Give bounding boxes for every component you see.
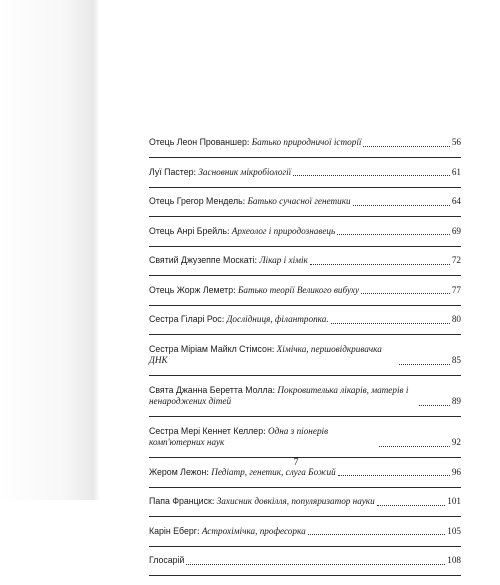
toc-author: Святий Джузеппе Москаті	[149, 255, 255, 265]
toc-author: Жером Лежон	[149, 466, 207, 477]
toc-divider	[149, 187, 461, 188]
toc-entry-lejeune[interactable]	[149, 467, 461, 479]
toc-description: Батько природничої історії	[251, 137, 362, 147]
toc-page-number: 56	[451, 137, 461, 147]
page-number: 7	[293, 457, 299, 468]
toc-leader-dots	[361, 293, 450, 294]
toc-leader-dots	[419, 405, 450, 406]
toc-divider	[149, 246, 461, 247]
toc-description: Захисник довкілля, популяризатор науки	[216, 496, 375, 506]
toc-description: Дослідниця, філантропка.	[226, 314, 329, 324]
toc-leader-dots	[377, 505, 446, 506]
toc-author: Отець Леон Прованшер	[149, 137, 247, 147]
toc-entry-text: Луї Пастер: Засновник мікробіології	[149, 166, 292, 177]
left-page-margin	[0, 0, 92, 500]
toc-description: Хімічка, першовідкривачка ДНК	[149, 343, 382, 365]
toc-divider	[149, 375, 461, 376]
toc-entry-ross[interactable]	[149, 314, 461, 326]
toc-entry-text: Карін Еберг: Астрохімічка, професорка	[149, 525, 306, 536]
toc-author: Карін Еберг	[149, 525, 197, 536]
toc-divider	[149, 516, 461, 517]
toc-description: Астрохімічка, професорка	[201, 525, 306, 536]
toc-page-number: 64	[451, 196, 461, 206]
toc-author: Сестра Гіларі Рос	[149, 314, 222, 324]
toc-entry-glossary[interactable]	[149, 555, 461, 567]
toc-author: Глосарій	[149, 555, 185, 565]
toc-entry-lemaitre[interactable]	[149, 285, 461, 297]
toc-leader-dots	[331, 323, 450, 324]
toc-entry-text: Жером Лежон: Педіатр, генетик, слуга Божий	[149, 466, 336, 477]
toc-page-number: 85	[451, 355, 461, 365]
toc-entry-pasteur[interactable]	[149, 167, 461, 179]
toc-description: Лікар і хімік	[259, 255, 308, 265]
toc-divider	[149, 334, 461, 335]
toc-description: Археолог і природознавець	[231, 225, 336, 236]
toc-page-number: 108	[447, 555, 461, 565]
toc-page-number: 69	[451, 225, 461, 236]
toc-divider	[149, 546, 461, 547]
toc-leader-dots	[310, 264, 450, 265]
toc-author: Свята Джанна Беретта Молла	[149, 384, 273, 395]
toc-entry-text: Свята Джанна Беретта Молла: Покровителька лікарів, матерів і ненароджених дітей	[149, 384, 409, 406]
toc-leader-dots	[353, 205, 450, 206]
toc-entry-moscati[interactable]	[149, 255, 461, 267]
toc-divider	[149, 157, 461, 158]
toc-divider	[149, 575, 461, 576]
toc-divider	[149, 275, 461, 276]
toc-entry-text: Сестра Міріам Майкл Стімсон: Хімічка, першовідкривачка ДНК	[149, 343, 382, 365]
toc-author: Луї Пастер	[149, 166, 194, 177]
toc-author: Сестра Мері Кеннет Келлер	[149, 425, 264, 436]
toc-page-number: 72	[451, 255, 461, 265]
toc-entry-text: Сестра Гіларі Рос: Дослідниця, філантропка.	[149, 314, 329, 324]
toc-entry-breuil[interactable]	[149, 226, 461, 238]
toc-description: Покровителька лікарів, матерів і ненароджених дітей	[149, 384, 409, 406]
toc-divider	[149, 487, 461, 488]
toc-leader-dots	[293, 175, 450, 176]
toc-author: Отець Жорж Леметр	[149, 284, 234, 295]
book-page	[92, 0, 500, 565]
toc-leader-dots	[363, 146, 449, 147]
toc-divider	[149, 416, 461, 417]
toc-entry-mendel[interactable]	[149, 196, 461, 208]
toc-description: Засновник мікробіології	[198, 166, 292, 177]
toc-author: Отець Анрі Брейль	[149, 225, 227, 236]
toc-entry-text	[149, 555, 184, 567]
toc-page-number: 89	[451, 396, 461, 406]
toc-page-number: 96	[451, 466, 461, 477]
toc-divider	[149, 216, 461, 217]
toc-divider	[149, 305, 461, 306]
toc-page-number: 61	[451, 166, 461, 177]
toc-page-number: 80	[451, 314, 461, 324]
toc-author: Папа Франциск	[149, 496, 212, 506]
toc-entry-text: Папа Франциск: Захисник довкілля, популяризатор науки	[149, 496, 375, 506]
toc-entry-provancher[interactable]	[149, 137, 461, 149]
toc-entry-text: Отець Жорж Леметр: Батько теорії Великого вибуху	[149, 284, 360, 295]
toc-entry-text: Отець Анрі Брейль: Археолог і природознавець	[149, 225, 336, 236]
toc-author: Сестра Міріам Майкл Стімсон	[149, 343, 272, 354]
toc-entry-francis[interactable]	[149, 496, 461, 508]
toc-leader-dots	[186, 564, 445, 565]
toc-description: Педіатр, генетик, слуга Божий	[211, 466, 336, 477]
toc-page-number: 101	[447, 496, 461, 506]
toc-entry-oberg[interactable]	[149, 526, 461, 538]
toc-entry-text: Святий Джузеппе Москаті: Лікар і хімік	[149, 255, 308, 265]
toc-leader-dots	[399, 364, 450, 365]
toc-entry-text: Отець Грегор Мендель: Батько сучасної генетики	[149, 196, 351, 206]
toc-description: Одна з піонерів комп'ютерних наук	[149, 425, 329, 447]
toc-author: Отець Грегор Мендель	[149, 196, 243, 206]
toc-leader-dots	[379, 446, 450, 447]
toc-description: Батько сучасної генетики	[247, 196, 351, 206]
toc-entry-text: Отець Леон Прованшер: Батько природничої історії	[149, 137, 362, 147]
toc-page-number: 92	[451, 437, 461, 447]
toc-entry-stimson[interactable]	[149, 344, 461, 367]
toc-description: Батько теорії Великого вибуху	[237, 284, 360, 295]
toc-entry-molla[interactable]	[149, 385, 461, 408]
toc-page-number: 77	[451, 284, 461, 295]
table-of-contents	[149, 137, 461, 585]
toc-leader-dots	[338, 475, 450, 476]
toc-leader-dots	[337, 234, 450, 235]
toc-page-number: 105	[447, 525, 461, 536]
toc-entry-keller[interactable]	[149, 426, 461, 449]
toc-entry-text: Сестра Мері Кеннет Келлер: Одна з піонерів комп'ютерних наук	[149, 425, 329, 447]
toc-leader-dots	[308, 534, 446, 535]
